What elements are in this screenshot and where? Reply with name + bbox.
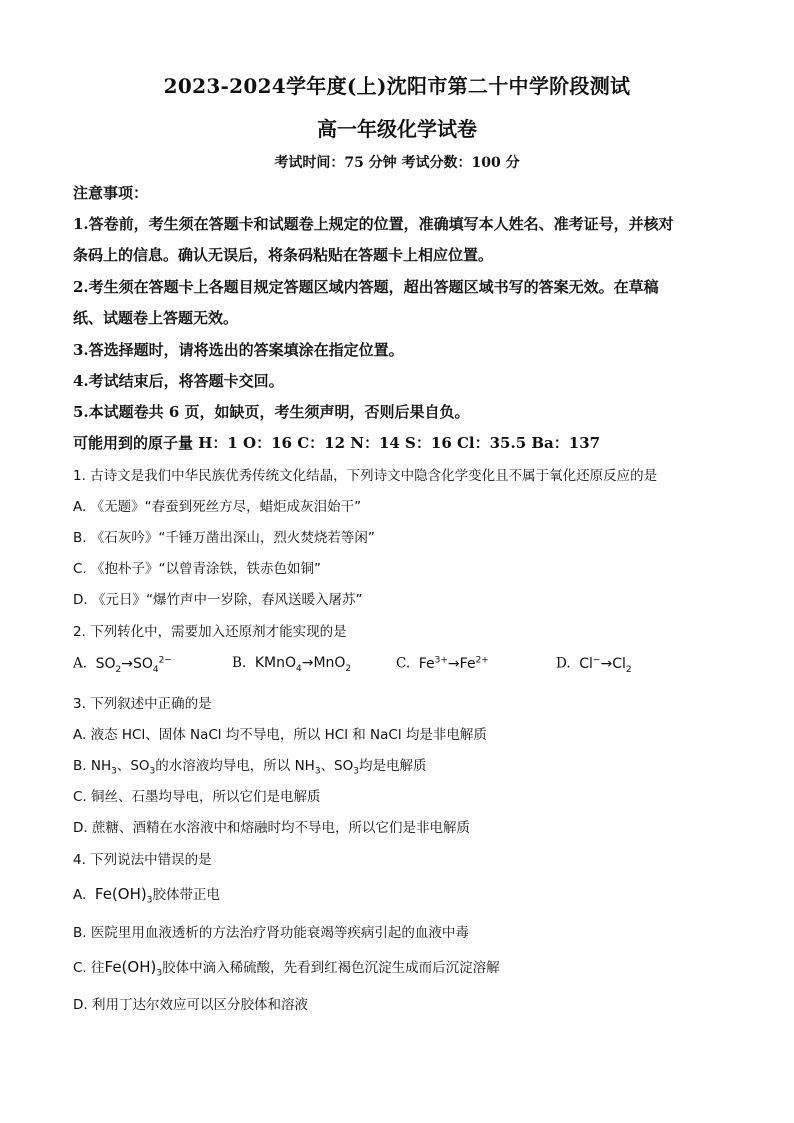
note-2-line-2: 纸、试题卷上答题无效。 xyxy=(73,309,239,327)
q4-stem: 4. 下列说法中错误的是 xyxy=(73,852,212,868)
q2-option-a: A. $SO_2\to SO_4^{2-}$ xyxy=(73,655,172,675)
note-3: 3.答选择题时，请将选出的答案填涂在指定位置。 xyxy=(73,341,404,359)
exam-title: 2023-2024学年度(上)沈阳市第二十中学阶段测试 xyxy=(163,74,631,98)
q3-option-c: C. 铜丝、石墨均导电，所以它们是电解质 xyxy=(73,789,321,805)
notes-heading: 注意事项： xyxy=(73,184,149,202)
note-5: 5.本试题卷共 6 页，如缺页，考生须声明，否则后果自负。 xyxy=(73,403,470,421)
q2-option-c: C. $Fe^{3+}\to Fe^{2+}$ xyxy=(396,655,489,672)
q3-option-d: D. 蔗糖、酒精在水溶液中和熔融时均不导电，所以它们是非电解质 xyxy=(73,820,470,836)
q2-option-b: B. KMnO$_4$→MnO$_2$ xyxy=(232,655,352,674)
exam-subtitle: 高一年级化学试卷 xyxy=(317,117,477,141)
q4-option-b: B. 医院里用血液透析的方法治疗肾功能衰竭等疾病引起的血液中毒 xyxy=(73,925,469,941)
q1-option-d: D. 《元日》“爆竹声中一岁除，春风送暖入屠苏” xyxy=(73,592,363,608)
q4-option-c: C. 往$Fe(OH)_3$胶体中滴入稀硫酸，先看到红褐色沉淀生成而后沉淀溶解 xyxy=(73,958,500,979)
q1-option-b: B. 《石灰吟》“千锤万凿出深山，烈火焚烧若等闲” xyxy=(73,530,375,546)
q2-option-d: D. $Cl^-\to Cl_2$ xyxy=(556,655,632,675)
q1-option-a: A. 《无题》“春蚕到死丝方尽，蜡炬成灰泪始干” xyxy=(73,499,362,515)
note-4: 4.考试结束后，将答题卡交回。 xyxy=(73,372,284,390)
note-2-line-1: 2.考生须在答题卡上各题目规定答题区域内答题，超出答题区域书写的答案无效。在草稿 xyxy=(73,278,659,296)
note-1-line-1: 1.答卷前，考生须在答题卡和试题卷上规定的位置，准确填写本人姓名、准考证号，并核对 xyxy=(73,215,674,233)
q2-stem: 2. 下列转化中，需要加入还原剂才能实现的是 xyxy=(73,624,347,640)
q4-option-a: A. $Fe(OH)_3$胶体带正电 xyxy=(73,885,220,906)
exam-info: 考试时间：75 分钟 考试分数：100 分 xyxy=(274,155,520,171)
q3-option-b: B. $NH_3$、$SO_3$的水溶液均导电，所以 $NH_3$、$SO_3$均是电解质 xyxy=(73,758,427,777)
q4-option-d: D. 利用丁达尔效应可以区分胶体和溶液 xyxy=(73,997,308,1013)
note-1-line-2: 条码上的信息。确认无误后，将条码粘贴在答题卡上相应位置。 xyxy=(73,246,494,264)
q3-stem: 3. 下列叙述中正确的是 xyxy=(73,696,212,712)
q1-stem: 1. 古诗文是我们中华民族优秀传统文化结晶，下列诗文中隐含化学变化且不属于氧化还原反应的是 xyxy=(73,468,658,484)
atomic-masses: 可能用到的原子量 H：1 O：16 C：12 N：14 S：16 Cl：35.5 Ba：137 xyxy=(73,434,601,452)
q1-option-c: C. 《抱朴子》“以曾青涂铁，铁赤色如铜” xyxy=(73,561,321,577)
q3-option-a: A. 液态 HCl、固体 NaCl 均不导电，所以 HCl 和 NaCl 均是非电解质 xyxy=(73,727,487,743)
